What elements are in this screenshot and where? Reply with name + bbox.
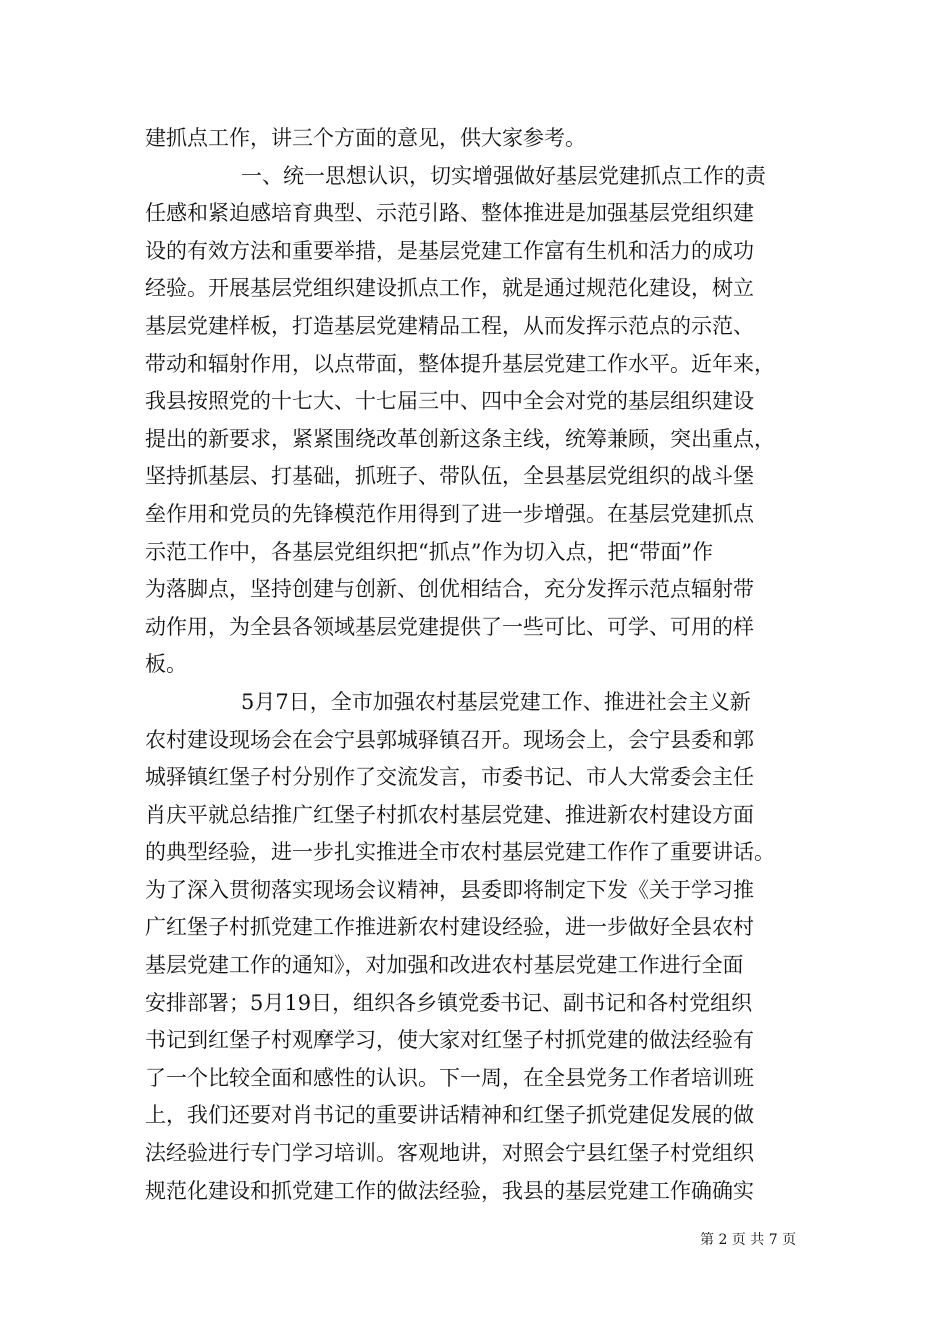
text-line: 为了深入贯彻落实现场会议精神，县委即将制定下发《关于学习推 [145,877,754,902]
text-line: 任感和紧迫感培育典型、示范引路、整体推进是加强基层党组织建 [145,201,754,226]
text-line: 我县按照党的十七大、十七届三中、四中全会对党的基层组织建设 [145,389,754,414]
text-line: 动作用，为全县各领域基层党建提供了一些可比、可学、可用的样 [145,614,754,639]
text-line: 的典型经验，进一步扎实推进全市农村基层党建工作作了重要讲话。 [145,840,775,865]
text-line: 经验。开展基层党组织建设抓点工作，就是通过规范化建设，树立 [145,276,754,301]
section-heading-line: 一、统一思想认识，切实增强做好基层党建抓点工作的责 [241,163,766,188]
text-line: 示范工作中，各基层党组织把“抓点”作为切入点，把“带面”作 [145,539,713,564]
text-line: 坚持抓基层、打基础，抓班子、带队伍，全县基层党组织的战斗堡 [145,464,754,489]
text-line: 了一个比较全面和感性的认识。下一周，在全县党务工作者培训班 [145,1065,754,1090]
text-line: 广红堡子村抓党建工作推进新农村建设经验，进一步做好全县农村 [145,915,754,940]
text-line: 基层党建工作的通知》，对加强和改进农村基层党建工作进行全面 [145,953,744,978]
paragraph-start-line: 5月7日，全市加强农村基层党建工作、推进社会主义新 [241,689,751,714]
text-line: 设的有效方法和重要举措，是基层党建工作富有生机和活力的成功 [145,238,754,263]
page-number-footer: 第 2 页 共 7 页 [700,1232,797,1248]
text-line: 安排部署；5月19日，组织各乡镇党委书记、副书记和各村党组织 [145,990,753,1015]
text-line: 法经验进行专门学习培训。客观地讲，对照会宁县红堡子村党组织 [145,1141,754,1166]
text-line: 肖庆平就总结推广红堡子村抓农村基层党建、推进新农村建设方面 [145,802,754,827]
text-line: 基层党建样板，打造基层党建精品工程，从而发挥示范点的示范、 [145,313,754,338]
text-line: 规范化建设和抓党建工作的做法经验，我县的基层党建工作确确实 [145,1178,754,1203]
body-text [145,120,805,1210]
text-line: 农村建设现场会在会宁县郭城驿镇召开。现场会上，会宁县委和郭 [145,727,754,752]
text-line: 建抓点工作，讲三个方面的意见，供大家参考。 [145,126,586,150]
text-line: 提出的新要求，紧紧围绕改革创新这条主线，统筹兼顾，突出重点， [145,426,775,451]
text-line: 城驿镇红堡子村分别作了交流发言，市委书记、市人大常委会主任 [145,765,754,790]
text-line: 垒作用和党员的先锋模范作用得到了进一步增强。在基层党建抓点 [145,501,754,526]
text-line: 带动和辐射作用，以点带面，整体提升基层党建工作水平。近年来， [145,351,775,376]
text-line: 为落脚点，坚持创建与创新、创优相结合，充分发挥示范点辐射带 [145,577,754,602]
text-line: 上，我们还要对肖书记的重要讲话精神和红堡子抓党建促发展的做 [145,1103,754,1128]
text-line: 板。 [145,652,187,677]
text-line: 书记到红堡子村观摩学习，使大家对红堡子村抓党建的做法经验有 [145,1028,754,1053]
